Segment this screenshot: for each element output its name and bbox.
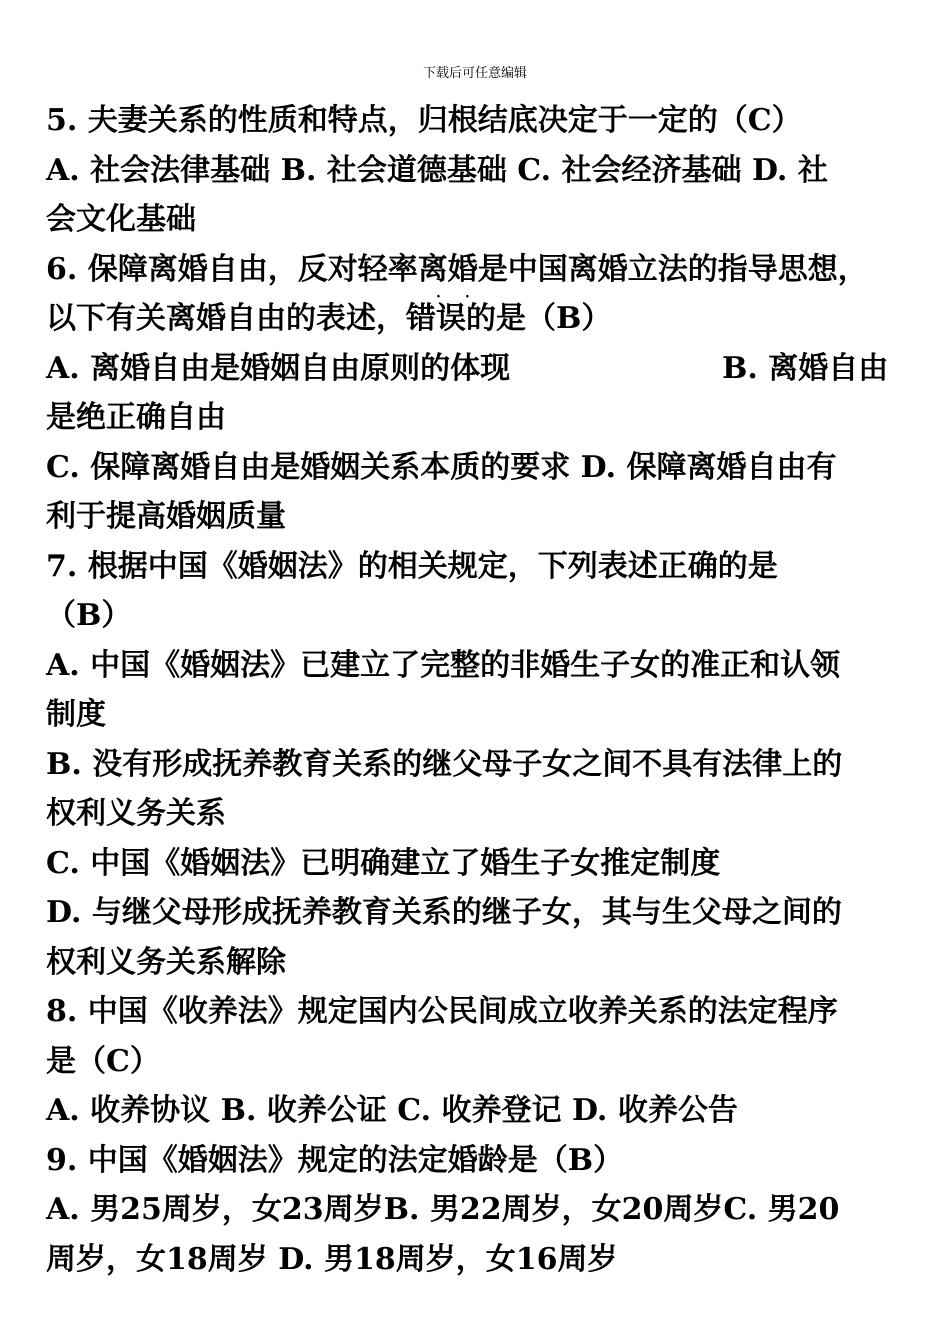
question-6-option-b: B. 离婚自由	[722, 350, 889, 386]
question-8-cont: 是（C）	[46, 1043, 160, 1079]
question-5-options-cont: 会文化基础	[46, 202, 196, 237]
question-7-option-b-cont: 权利义务关系	[46, 796, 226, 831]
question-6: 6. 保障离婚自由，反对轻率离婚是中国离婚立法的指导思想，	[46, 251, 868, 287]
question-7-option-a: A. 中国《婚姻法》已建立了完整的非婚生子女的准正和认领	[46, 647, 841, 683]
question-9-options: A. 男25周岁，女23周岁B. 男22周岁，女20周岁C. 男20	[46, 1192, 840, 1227]
question-6-options-cd: C. 保障离婚自由是婚姻关系本质的要求 D. 保障离婚自由有	[46, 449, 837, 485]
question-6-options-cd-cont: 利于提高婚姻质量	[46, 499, 286, 534]
question-9: 9. 中国《婚姻法》规定的法定婚龄是（B）	[46, 1142, 624, 1178]
question-9-options-cont: 周岁，女18周岁 D. 男18周岁，女16周岁	[46, 1241, 618, 1277]
question-6-cont: 以下有关离婚自由的表述，错误的是（B）	[46, 301, 612, 336]
question-8: 8. 中国《收养法》规定国内公民间成立收养关系的法定程序	[46, 994, 838, 1029]
question-6-option-b-cont: 是绝正确自由	[46, 400, 226, 435]
question-5-options: A. 社会法律基础 B. 社会道德基础 C. 社会经济基础 D. 社	[46, 152, 828, 188]
question-7: 7. 根据中国《婚姻法》的相关规定，下列表述正确的是	[46, 548, 778, 584]
question-7-option-d: D. 与继父母形成抚养教育关系的继子女，其与生父母之间的	[46, 895, 842, 930]
question-7-option-a-cont: 制度	[46, 697, 106, 732]
question-5: 5. 夫妻关系的性质和特点，归根结底决定于一定的（C）	[46, 103, 802, 138]
question-6-option-a: A. 离婚自由是婚姻自由原则的体现	[46, 350, 511, 386]
question-7-option-d-cont: 权利义务关系解除	[46, 944, 286, 980]
page-header: 下载后可任意编辑	[422, 66, 527, 81]
emphasis-dots: ··	[436, 289, 494, 305]
question-8-options: A. 收养协议 B. 收养公证 C. 收养登记 D. 收养公告	[46, 1093, 738, 1128]
question-7-answer: （B）	[46, 598, 132, 633]
document-body	[46, 96, 908, 1284]
question-7-option-b: B. 没有形成抚养教育关系的继父母子女之间不具有法律上的	[46, 746, 843, 782]
question-6-options-ab	[46, 344, 908, 394]
question-7-option-c: C. 中国《婚姻法》已明确建立了婚生子女推定制度	[46, 845, 721, 881]
